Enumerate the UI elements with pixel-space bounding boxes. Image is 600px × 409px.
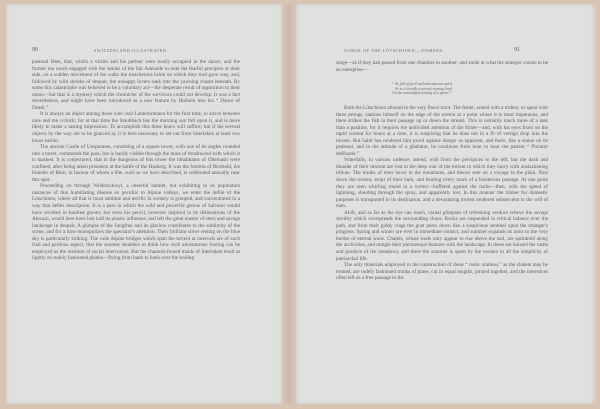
running-head-left: SWITZERLAND ILLUSTRATED.: [94, 48, 169, 53]
page-number-left: 90: [32, 47, 38, 53]
page-number-right: 91: [514, 47, 520, 53]
verse-line: As to o'erwalk a current roaring loud: [395, 86, 452, 91]
paragraph: surge—as if they had passed from one chamber to another; and smile at what the stranger counts to be an enterprise—: [336, 60, 548, 73]
paragraph: Aloft, and as far as the eye can reach, casual glimpses of refreshing verdure relieve the savage sterility which overspreads the surrounding chaos. Rocks are suspended in critical balance over the path, and from their giddy crags the goat peers down like a suspicious sentinel upon the stranger's progress. Spring and winter are ever in immediate contact; and summer expands its arms to the very border of eternal snow. Chalets, whose roofs only appear to rise above the soil, are sprinkled along the acclivities, and mingle their picturesque features with the landscape. In these are housed the cattle and produce of the meadows; and there the summer is spent by the owners in all the simplicity of patriarchal life.: [336, 209, 548, 262]
paragraph: pastoral fêtes, that, whilst a victim and his partner were busily occupied in the dance, and the former too much engaged with the smiles of the fair Adelaide to note the fearful precipice at their side, on a sudden movement of the waltz the treacherous brink on which they trod gave way, and, followed by wild shrieks of despair, the unhappy lovers sank into the yawning chasm beneath. By some this catastrophe was believed to be a voluntary act—the desperate result of opposition to their union—but that is a mystery which the chronicler of the survivors could not develop. It was a fact nevertheless, and might have been introduced as a new feature by Holbein into his “ Dance of Death.”: [32, 59, 240, 111]
paragraph: Both the Lütschinen abound in the very finest trout. The fisher, armed with a trident, or spear with three prongs, stations himself on the edge of the torrent at a point where it is most impetuous, and there strikes the fish in their passage up or down the stream. This is certainly much more of a task than a pastime, for it requires the undivided attention of the fisher—and, with his eyes fixed on the rapid current for hours at a time, it is surprising that he does not in a fit of vertigo drop into the torrent. But habit has rendered him proof against danger as apparent, and there, like a statue on its pedestal, and in the attitude of a gladiator, he continues from hour to hour the patient “ Piscator delfinatis.”: [336, 105, 548, 157]
right-page: [296, 4, 594, 404]
book-spine: [282, 4, 296, 404]
running-head-right: GORGE OF THE LÜTSCHINEN.—FISHERS.: [344, 48, 445, 53]
paragraph: The ancient Castle of Unspunnen, consisting of a square tower, with one of its angles rounded into a turret, commands the pass, but is hardly visible through the mass of brushwood with which it is masked. It is conjectured, that in the dungeons of this tower the inhabitants of Oberhasli were confined, after being taken prisoners at the battle of the Hasberg. It was the fortress of Berthold, the founder of Bern, in honour of whom a fête, such as we have described, is celebrated annually near this spot.: [32, 144, 240, 183]
paragraph: Proceeding on through Wilderschwyl, a cheerful hamlet, but exhibiting in its population instances of that humiliating disease so peculiar to Alpine valleys, we enter the defile of the Lütschinen, where all that is most sublime and terrific in scenery is grouped, and concentrated in a way that defies description. It is a pass in which the wild and powerful genius of Salvator would have revelled in kindred gloom; but even his pencil, however inspired in its delineations of the Abruzzi, would here have lost half its plastic influence, and left the great master of stern and savage landscape in despair. A glimpse of the Jungfrau and its glaciers contributes to the sublimity of the scene, and for a time monopolizes the spectator's attention. Their brilliant silver resting on the blue sky is particularly striking. The rude Alpine bridges which span the torrent at intervals are of such frail and perilous aspect, that the stoutest shudders to think how such adventurous footing can be employed as the medium of social intercourse. But the chamois-footed maids of Interlaken tread as lightly on rudely fashioned planks—flying from bank to bank over the boiling: [32, 183, 240, 262]
paragraph: It is always an object among those who visit Lauterbrunnen for the first time, to arrive between nine and ten o'clock; for at that time the Staubbach has the morning sun full upon it, and is more likely to make a lasting impression. To accomplish this three hours will suffice; but if the several objects by the way are to be glanced at, it is then necessary to set out from Interlaken at least two hours earlier.: [32, 111, 240, 144]
verse-quote: [392, 82, 512, 96]
paragraph: Waterfalls, in various cadence, attend, with from the precipices to the left; but the dash and thunder of their descent are lost in the deep roar of the torrent to which they hurry with unslackening tribute. The trunks of trees hewn in the mountains, and thence sent on a voyage to the plain, float down the torrent, stript of their bark, and bearing every mark of a boisterous passage. At one point they are seen whirling round in a vortex—buffeted against the rocks—then, with the speed of lightning, shooting through the spray, and apparently lost. In this manner the timber for domestic purposes is transported to its destination, and a devastating torrent rendered subservient to the will of man.: [336, 157, 548, 210]
right-page-body: [336, 105, 548, 282]
right-page-lead: [336, 60, 548, 73]
verse-line: On the unsteadfast footing of a spear!”: [392, 91, 452, 96]
left-page: [6, 4, 282, 404]
left-page-body: [32, 59, 240, 262]
book-spread: [6, 4, 596, 404]
verse-line: “ As full of peril and adventurous spirit: [392, 82, 453, 86]
paragraph: The only materials employed in the construction of these “ rustic stations,” as the chalets may be termed, are rudely fashioned trunks of pines, cut in equal lengths, pinned together, and the interstices often left as a free passage to the: [336, 262, 548, 282]
